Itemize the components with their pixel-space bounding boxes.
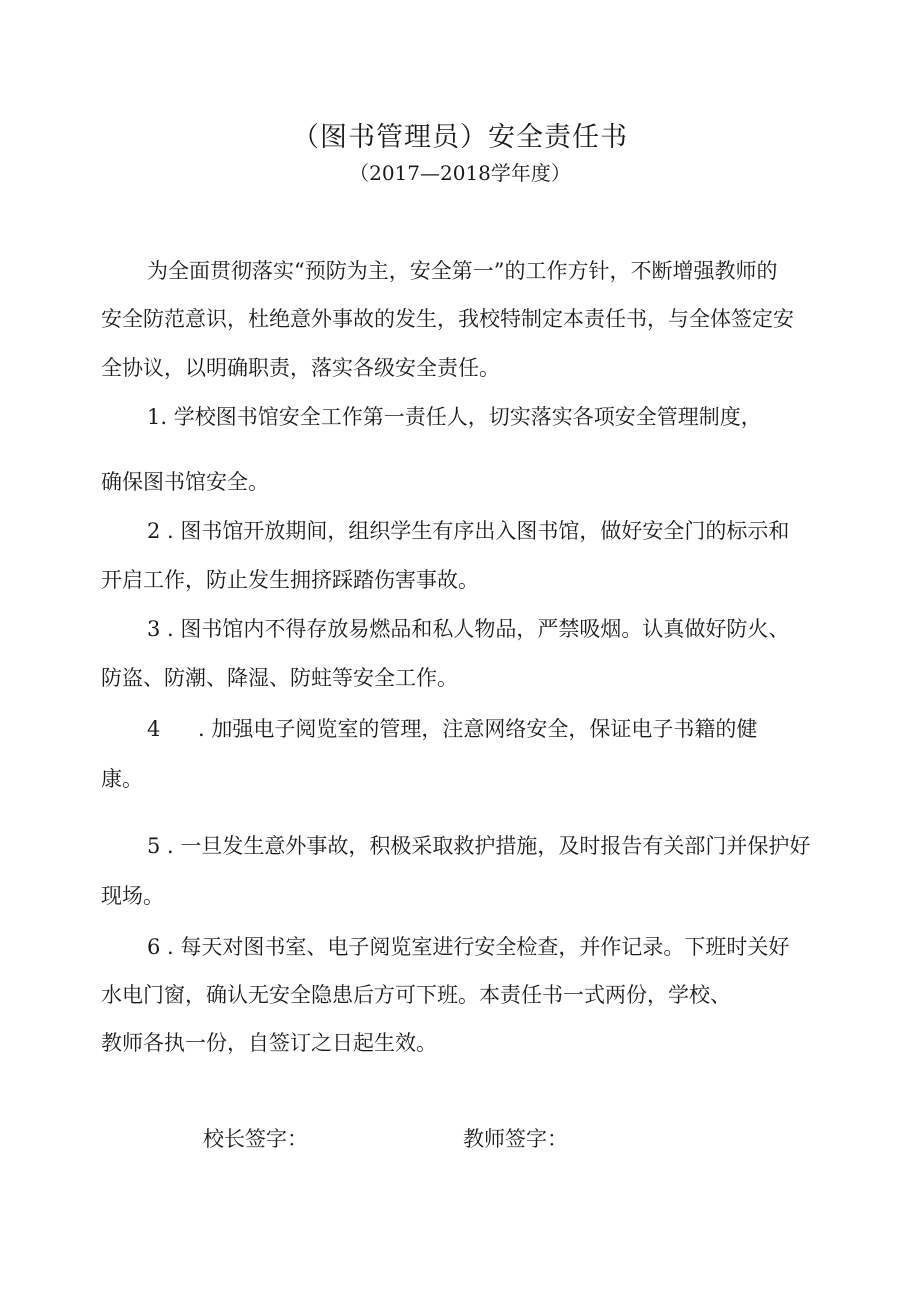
item-5-line-2: 现场。 bbox=[101, 884, 164, 908]
intro-line-2: 安全防范意识，杜绝意外事故的发生，我校特制定本责任书，与全体签定安 bbox=[101, 307, 794, 331]
item-3-line-2: 防盗、防潮、降湿、防蛀等安全工作。 bbox=[101, 666, 458, 690]
item-1-line-1: 1. 学校图书馆安全工作第一责任人，切实落实各项安全管理制度， bbox=[147, 405, 762, 429]
principal-signature-label: 校长签字： bbox=[203, 1127, 308, 1151]
document-subtitle: （2017—2018学年度） bbox=[349, 161, 571, 185]
item-4-line-1: . 加强电子阅览室的管理，注意网络安全，保证电子书籍的健 bbox=[198, 717, 758, 741]
item-5-line-1: 5 . 一旦发生意外事故，积极采取救护措施，及时报告有关部门并保护好 bbox=[147, 834, 811, 858]
item-2-line-1: 2 . 图书馆开放期间，组织学生有序出入图书馆，做好安全门的标示和 bbox=[147, 519, 790, 543]
item-6-line-3: 教师各执一份，自签订之日起生效。 bbox=[101, 1031, 437, 1055]
teacher-signature-label: 教师签字： bbox=[463, 1127, 568, 1151]
item-6-line-1: 6 . 每天对图书室、电子阅览室进行安全检查，并作记录。下班时关好 bbox=[147, 935, 790, 959]
item-1-line-2: 确保图书馆安全。 bbox=[101, 470, 269, 494]
intro-line-3: 全协议，以明确职责，落实各级安全责任。 bbox=[101, 356, 500, 380]
item-3-line-1: 3 . 图书馆内不得存放易燃品和私人物品，严禁吸烟。认真做好防火、 bbox=[147, 617, 790, 641]
item-4-line-2: 康。 bbox=[101, 767, 143, 791]
item-2-line-2: 开启工作，防止发生拥挤踩踏伤害事故。 bbox=[101, 568, 479, 592]
item-6-line-2: 水电门窗，确认无安全隐患后方可下班。本责任书一式两份，学校、 bbox=[101, 983, 731, 1007]
item-4-number: 4 bbox=[147, 717, 161, 741]
intro-line-1: 为全面贯彻落实“预防为主，安全第一”的工作方针，不断增强教师的 bbox=[147, 259, 778, 283]
document-title: （图书管理员）安全责任书 bbox=[292, 122, 628, 153]
